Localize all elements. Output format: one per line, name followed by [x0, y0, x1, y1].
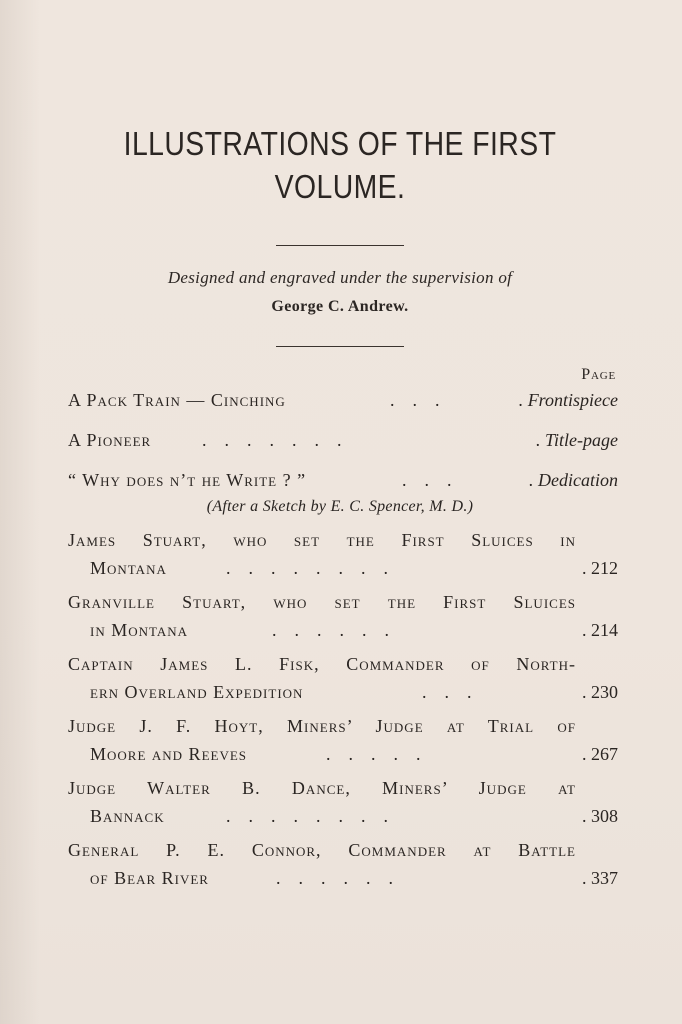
entry-title: in Montana [90, 620, 189, 640]
credit-engraver-name: George C. Andrew. [271, 298, 409, 315]
list-item-pioneer [68, 430, 618, 456]
list-item-general-connor-line-2 [90, 868, 618, 894]
list-item-captain-fisk-line-1: Captain James L. Fisk, Commander of North- [68, 654, 576, 674]
list-item-james-stuart-line-1: James Stuart, who set the First Sluices in [68, 530, 576, 550]
divider-bottom [276, 346, 404, 347]
leader-dots: . . . . . [326, 744, 421, 764]
entry-title: ern Overland Expedition [90, 682, 304, 702]
entry-title: A Pioneer [68, 430, 152, 450]
list-item-judge-hoyt-line-2 [90, 744, 618, 770]
leader-dots: . . . . . . . [202, 430, 342, 450]
entry-page: . Dedication [529, 470, 618, 490]
leader-dots: . . . . . . . . [226, 806, 388, 826]
page-title [99, 122, 581, 208]
leader-dots: . . . . . . [272, 620, 389, 640]
entry-title: Moore and Reeves [90, 744, 248, 764]
list-item-why-doesnt-he-write [68, 470, 618, 496]
list-item-granville-stuart-line-2 [90, 620, 618, 646]
entry-title: A Pack Train — Cinching [68, 390, 286, 410]
list-item-judge-dance-line-1: Judge Walter B. Dance, Miners’ Judge at [68, 778, 576, 798]
list-item-judge-dance-line-2 [90, 806, 618, 832]
entry-title: Bannack [90, 806, 165, 826]
entry-page: . 267 [582, 744, 618, 764]
list-item-james-stuart-line-2 [90, 558, 618, 584]
entry-page: . 337 [582, 868, 618, 888]
leader-dots: . . . . . . . . [226, 558, 388, 578]
entry-page: . Frontispiece [518, 390, 618, 410]
page-column-header: Page [581, 366, 616, 383]
list-item-granville-stuart-line-1: Granville Stuart, who set the First Sluices [68, 592, 576, 612]
entry-title: of Bear River [90, 868, 209, 888]
title-line-2: VOLUME. [274, 168, 406, 205]
entry-title: “ Why does n’t he Write ? ” [68, 470, 307, 490]
entry-page: . 212 [582, 558, 618, 578]
list-item-general-connor-line-1: General P. E. Connor, Commander at Battle [68, 840, 576, 860]
leader-dots: . . . [402, 470, 452, 490]
leader-dots: . . . [422, 682, 472, 702]
entry-title: Montana [90, 558, 167, 578]
list-item-judge-hoyt-line-1: Judge J. F. Hoyt, Miners’ Judge at Trial of [68, 716, 576, 736]
entry-page: . 230 [582, 682, 618, 702]
leader-dots: . . . . . . [276, 868, 393, 888]
credit-designed-text: Designed and engraved under the supervision of [167, 268, 513, 287]
leader-dots: . . . [390, 390, 440, 410]
list-item-pack-train [68, 390, 618, 416]
list-item-captain-fisk-line-2 [90, 682, 618, 708]
entry-note: (After a Sketch by E. C. Spencer, M. D.) [206, 498, 474, 515]
divider-top [276, 245, 404, 246]
entry-page: . Title-page [536, 430, 618, 450]
entry-page: . 214 [582, 620, 618, 640]
entry-page: . 308 [582, 806, 618, 826]
title-line-1: ILLUSTRATIONS OF THE FIRST [123, 125, 557, 162]
